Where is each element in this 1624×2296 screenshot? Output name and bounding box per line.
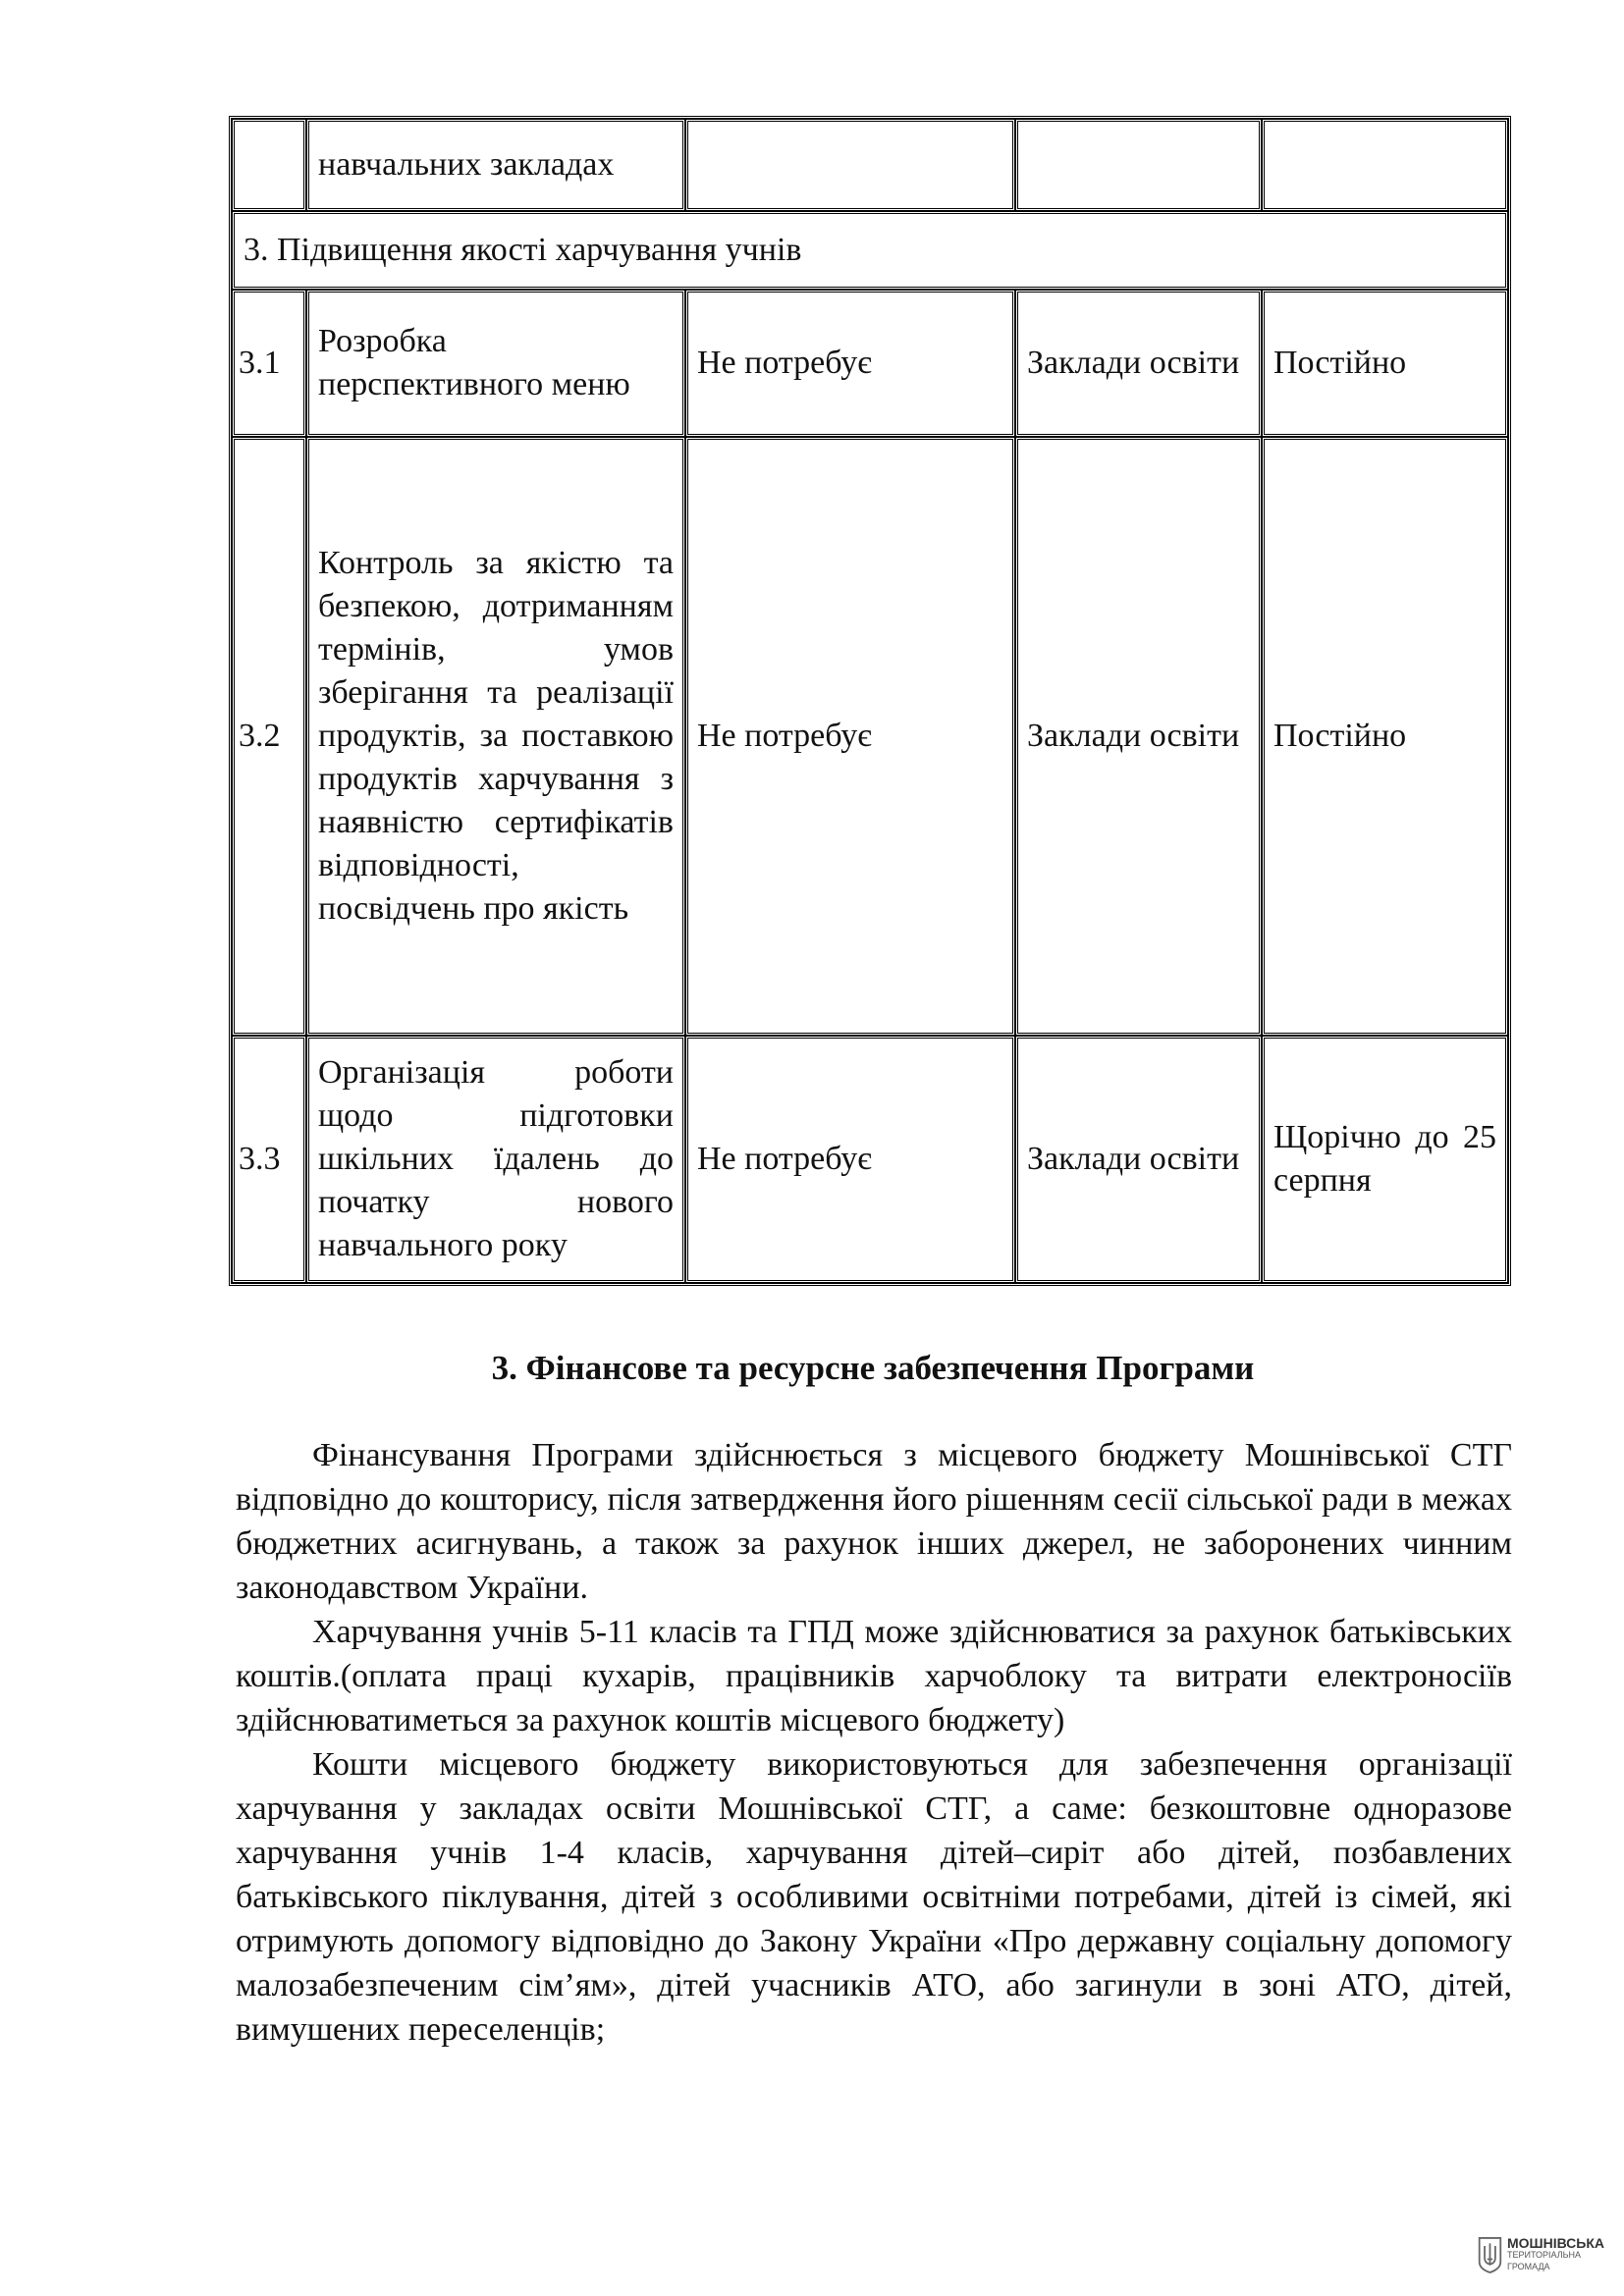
trident-icon [1477, 2233, 1503, 2276]
table-section-row [232, 211, 1508, 290]
table-row [232, 119, 1508, 211]
row-number: 3.3 [232, 1036, 306, 1283]
measure-text: Розробка перспективного меню [306, 290, 685, 437]
measure-text: Контроль за якістю та безпекою, дотриманням термінів, умов зберігання та реалізації продуктів, за поставкою продуктів харчування з наявністю сертифікатів відповідності, посвідчень про якість [306, 437, 685, 1036]
table-row [232, 290, 1508, 437]
measure-text: навчальних закладах [306, 119, 685, 211]
term-cell: Постійно [1262, 290, 1508, 437]
funding-cell [685, 119, 1015, 211]
executor-cell: Заклади освіти [1015, 437, 1262, 1036]
table-row [232, 1036, 1508, 1283]
paragraph: Харчування учнів 5-11 класів та ГПД може здійснюватися за рахунок батьківських коштів.(оплата праці кухарів, працівників харчоблоку та витрати електроносіїв здійснюватиметься за рахунок коштів місцевого бюджету) [236, 1614, 1512, 1738]
paragraph: Фінансування Програми здійснюється з місцевого бюджету Мошнівської СТГ відповідно до кошторису, після затвердження його рішенням сесії сільської ради в межах бюджетних асигнувань, а також за рахунок інших джерел, не заборонених чинним законодавством України. [236, 1437, 1512, 1606]
paragraph: Кошти місцевого бюджету використовуються для забезпечення організації харчування у закладах освіти Мошнівської СТГ, а саме: безкоштовне одноразове харчування учнів 1-4 класів, харчування дітей–сиріт або дітей, позбавлених батьківського піклування, дітей з особливими освітніми потребами, дітей із сімей, які отримують допомогу відповідно до Закону України «Про державну соціальну допомогу малозабезпеченим сім’ям», дітей учасників АТО, або загинули в зоні АТО, дітей, вимушених переселенців; [236, 1746, 1512, 2048]
community-logo [1477, 2230, 1604, 2279]
funding-cell: Не потребує [685, 437, 1015, 1036]
funding-cell: Не потребує [685, 290, 1015, 437]
term-cell: Постійно [1262, 437, 1508, 1036]
body-text [236, 1433, 1512, 2052]
logo-name: МОШНІВСЬКА [1506, 2235, 1604, 2251]
executor-cell: Заклади освіти [1015, 290, 1262, 437]
logo-subtitle: ТЕРИТОРІАЛЬНА [1506, 2250, 1582, 2260]
measures-table [229, 116, 1511, 1286]
executor-cell: Заклади освіти [1015, 1036, 1262, 1283]
term-cell [1262, 119, 1508, 211]
executor-cell [1015, 119, 1262, 211]
term-cell: Щорічно до 25 серпня [1262, 1036, 1508, 1283]
row-number: 3.1 [232, 290, 306, 437]
measure-text: Організація роботи щодо підготовки шкільних їдалень до початку нового навчального року [306, 1036, 685, 1283]
logo-subtitle: ГРОМАДА [1506, 2262, 1550, 2271]
row-number [232, 119, 306, 211]
section-title: 3. Фінансове та ресурсне забезпечення Програми [491, 1349, 1255, 1387]
funding-cell: Не потребує [685, 1036, 1015, 1283]
row-number: 3.2 [232, 437, 306, 1036]
table-section-header: 3. Підвищення якості харчування учнів [232, 211, 1508, 290]
table-row [232, 437, 1508, 1036]
